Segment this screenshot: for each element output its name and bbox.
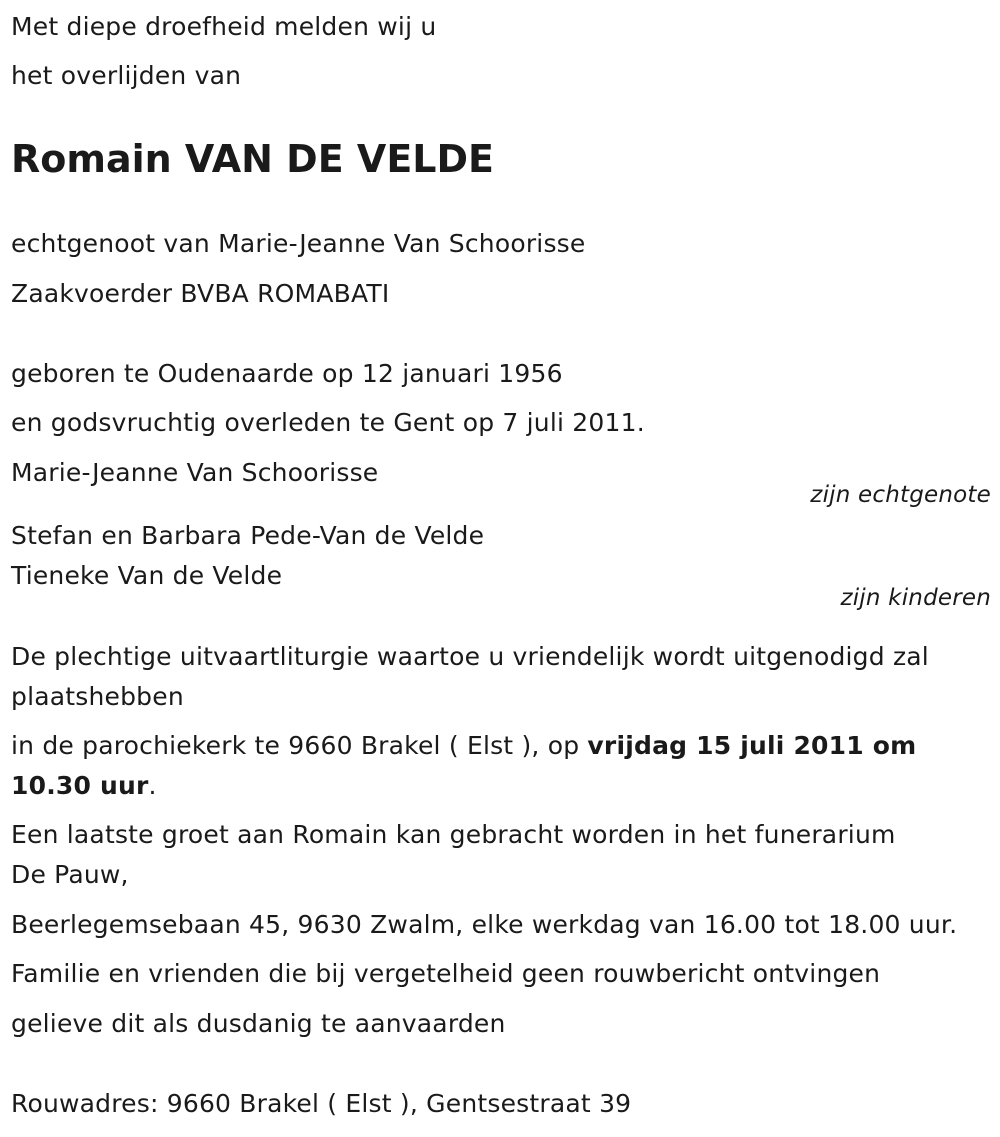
funeral-line-4 <box>11 773 157 798</box>
child-2: Tieneke Van de Velde <box>11 561 283 590</box>
notice-line-1: Familie en vrienden die bij vergetelheid geen rouwbericht ontvingen <box>11 959 881 988</box>
birth-line: geboren te Oudenaarde op 12 januari 1956 <box>11 359 563 388</box>
mourning-address: Rouwadres: 9660 Brakel ( Elst ), Gentsestraat 39 <box>11 1089 632 1118</box>
occupation-line: Zaakvoerder BVBA ROMABATI <box>11 279 390 308</box>
child-1: Stefan en Barbara Pede-Van de Velde <box>11 521 485 550</box>
intro-line-1: Met diepe droefheid melden wij u <box>11 12 437 41</box>
funeral-date: vrijdag 15 juli 2011 om <box>587 731 917 760</box>
death-line: en godsvruchtig overleden te Gent op 7 juli 2011. <box>11 408 645 437</box>
intro-line-2: het overlijden van <box>11 61 242 90</box>
farewell-line-3: Beerlegemsebaan 45, 9630 Zwalm, elke werkdag van 16.00 tot 18.00 uur. <box>11 910 958 939</box>
farewell-line-1: Een laatste groet aan Romain kan gebracht worden in het funerarium <box>11 820 896 849</box>
deceased-name: Romain VAN DE VELDE <box>11 137 494 181</box>
funeral-time: 10.30 uur <box>11 771 149 800</box>
funeral-line-3 <box>11 733 916 758</box>
children-role: zijn kinderen <box>840 585 991 611</box>
spouse-role: zijn echtgenote <box>810 482 991 508</box>
spouse-line: echtgenoot van Marie-Jeanne Van Schoorisse <box>11 229 586 258</box>
funeral-period: . <box>148 771 157 800</box>
funeral-place: in de parochiekerk te 9660 Brakel ( Elst ), op <box>11 731 588 760</box>
funeral-line-2: plaatshebben <box>11 682 184 711</box>
funeral-line-1: De plechtige uitvaartliturgie waartoe u vriendelijk wordt uitgenodigd zal <box>11 642 929 671</box>
notice-line-2: gelieve dit als dusdanig te aanvaarden <box>11 1009 506 1038</box>
farewell-line-2: De Pauw, <box>11 860 129 889</box>
spouse-name: Marie-Jeanne Van Schoorisse <box>11 458 379 487</box>
